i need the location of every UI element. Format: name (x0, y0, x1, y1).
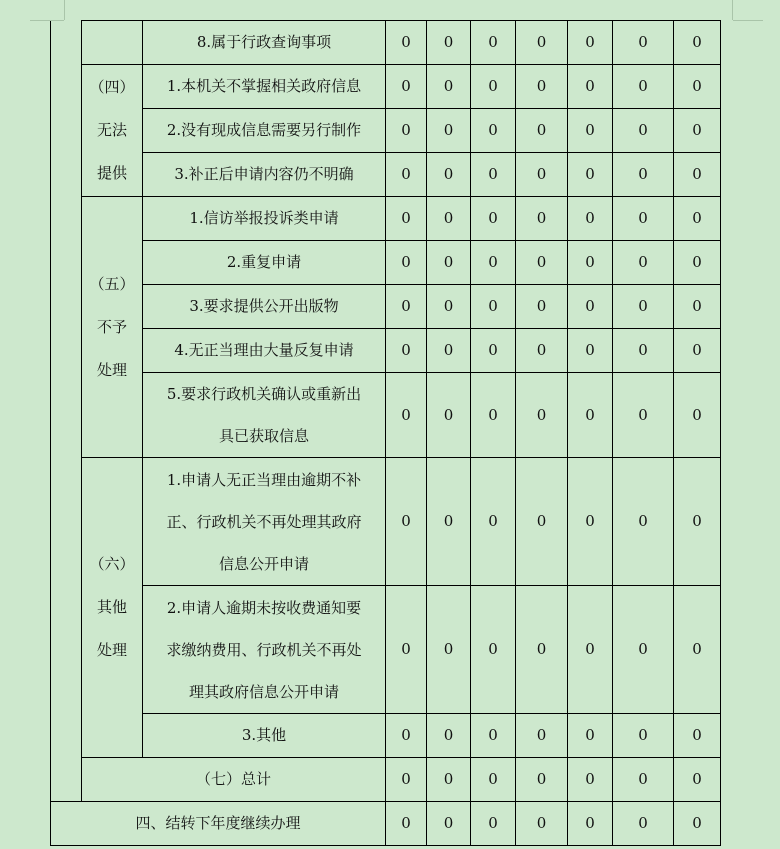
row-label-line: 3.其他 (241, 726, 287, 744)
value-cell: 0 (516, 109, 568, 153)
value-cell: 0 (568, 329, 613, 373)
value-cell: 0 (674, 241, 721, 285)
value-cell: 0 (674, 21, 721, 65)
value-cell: 0 (427, 285, 471, 329)
table-row (51, 241, 721, 285)
value-cell: 0 (516, 241, 568, 285)
statistics-table (50, 20, 721, 846)
value-cell: 0 (568, 373, 613, 458)
value-cell: 0 (386, 458, 427, 586)
group-title (82, 65, 143, 197)
blank-group-cell (82, 21, 143, 65)
row-label-line: 2.重复申请 (226, 253, 302, 271)
value-cell: 0 (674, 109, 721, 153)
row-label (143, 458, 386, 586)
row-label (143, 285, 386, 329)
blank-left-cell (51, 21, 82, 802)
value-cell: 0 (613, 285, 674, 329)
value-cell: 0 (471, 586, 516, 714)
table-row (51, 458, 721, 586)
value-cell: 0 (471, 109, 516, 153)
value-cell: 0 (386, 241, 427, 285)
value-cell: 0 (568, 586, 613, 714)
value-cell: 0 (516, 586, 568, 714)
value-cell: 0 (471, 285, 516, 329)
value-cell: 0 (386, 373, 427, 458)
value-cell: 0 (427, 758, 471, 802)
group-title (82, 197, 143, 458)
value-cell: 0 (427, 373, 471, 458)
row-label-line: 1.信访举报投诉类申请 (189, 209, 339, 227)
carry-label: 四、结转下年度继续办理 (51, 802, 386, 846)
margin-guide-right (732, 0, 733, 20)
row-label-line: 3.补正后申请内容仍不明确 (174, 165, 354, 183)
row-label-line: 4.无正当理由大量反复申请 (174, 341, 354, 359)
group-title-line: （六） (89, 555, 135, 573)
value-cell: 0 (386, 758, 427, 802)
table-row (51, 65, 721, 109)
row-label (143, 109, 386, 153)
value-cell: 0 (427, 65, 471, 109)
value-cell: 0 (568, 241, 613, 285)
table-row (51, 109, 721, 153)
value-cell: 0 (516, 802, 568, 846)
value-cell: 0 (427, 109, 471, 153)
value-cell: 0 (471, 329, 516, 373)
value-cell: 0 (427, 197, 471, 241)
value-cell: 0 (674, 373, 721, 458)
value-cell: 0 (613, 329, 674, 373)
row-label-line: 理其政府信息公开申请 (188, 682, 339, 701)
table-row (51, 197, 721, 241)
value-cell: 0 (386, 802, 427, 846)
row-label (143, 153, 386, 197)
value-cell: 0 (613, 65, 674, 109)
value-cell: 0 (516, 373, 568, 458)
value-cell: 0 (427, 802, 471, 846)
value-cell: 0 (471, 65, 516, 109)
value-cell: 0 (471, 241, 516, 285)
row-label (143, 714, 386, 758)
value-cell: 0 (516, 197, 568, 241)
row-label-line: 求缴纳费用、行政机关不再处 (166, 640, 362, 659)
row-label-line: 信息公开申请 (218, 554, 309, 573)
table-row (51, 329, 721, 373)
value-cell: 0 (427, 458, 471, 586)
row-label-line: 1.本机关不掌握相关政府信息 (166, 77, 362, 95)
value-cell: 0 (568, 285, 613, 329)
value-cell: 0 (471, 458, 516, 586)
value-cell: 0 (674, 714, 721, 758)
group-title (82, 458, 143, 758)
value-cell: 0 (386, 65, 427, 109)
table-row (51, 714, 721, 758)
value-cell: 0 (568, 714, 613, 758)
row-label (143, 329, 386, 373)
value-cell: 0 (427, 586, 471, 714)
table-row (51, 758, 721, 802)
group-title-line: （五） (89, 274, 135, 293)
value-cell: 0 (471, 153, 516, 197)
value-cell: 0 (613, 458, 674, 586)
value-cell: 0 (471, 197, 516, 241)
value-cell: 0 (674, 65, 721, 109)
value-cell: 0 (613, 802, 674, 846)
group-title-line: 其他 (96, 598, 127, 616)
value-cell: 0 (386, 285, 427, 329)
value-cell: 0 (568, 109, 613, 153)
value-cell: 0 (471, 373, 516, 458)
row-label-line: 正、行政机关不再处理其政府 (166, 512, 362, 531)
table-row (51, 21, 721, 65)
value-cell: 0 (386, 21, 427, 65)
value-cell: 0 (386, 714, 427, 758)
value-cell: 0 (568, 197, 613, 241)
value-cell: 0 (613, 241, 674, 285)
value-cell: 0 (674, 153, 721, 197)
value-cell: 0 (516, 329, 568, 373)
value-cell: 0 (516, 758, 568, 802)
row-label: 8.属于行政查询事项 (143, 21, 386, 65)
row-label-line: 2.没有现成信息需要另行制作 (166, 121, 362, 139)
row-label-line: 1.申请人无正当理由逾期不补 (166, 470, 362, 489)
value-cell: 0 (516, 458, 568, 586)
value-cell: 0 (568, 65, 613, 109)
group-title-line: 处理 (96, 641, 127, 659)
value-cell: 0 (568, 758, 613, 802)
value-cell: 0 (613, 758, 674, 802)
row-label (143, 197, 386, 241)
value-cell: 0 (471, 758, 516, 802)
table-row (51, 586, 721, 714)
value-cell: 0 (386, 329, 427, 373)
value-cell: 0 (516, 153, 568, 197)
value-cell: 0 (427, 714, 471, 758)
value-cell: 0 (427, 329, 471, 373)
margin-guide-left (64, 0, 65, 20)
value-cell: 0 (613, 586, 674, 714)
row-label-line: 5.要求行政机关确认或重新出 (166, 385, 362, 403)
value-cell: 0 (386, 586, 427, 714)
value-cell: 0 (674, 197, 721, 241)
value-cell: 0 (568, 153, 613, 197)
value-cell: 0 (516, 65, 568, 109)
value-cell: 0 (516, 21, 568, 65)
total-label: （七）总计 (82, 758, 386, 802)
row-label (143, 373, 386, 458)
value-cell: 0 (568, 458, 613, 586)
value-cell: 0 (516, 285, 568, 329)
value-cell: 0 (613, 714, 674, 758)
group-title-line: 无法 (96, 121, 127, 139)
value-cell: 0 (427, 21, 471, 65)
value-cell: 0 (471, 714, 516, 758)
row-label (143, 65, 386, 109)
value-cell: 0 (516, 714, 568, 758)
value-cell: 0 (613, 21, 674, 65)
value-cell: 0 (613, 373, 674, 458)
value-cell: 0 (674, 802, 721, 846)
value-cell: 0 (427, 153, 471, 197)
value-cell: 0 (674, 758, 721, 802)
value-cell: 0 (674, 329, 721, 373)
row-label-line: 具已获取信息 (218, 427, 309, 445)
table-row (51, 802, 721, 846)
group-title-line: 处理 (96, 360, 127, 379)
row-label-line: 3.要求提供公开出版物 (189, 297, 339, 315)
value-cell: 0 (674, 285, 721, 329)
value-cell: 0 (386, 153, 427, 197)
value-cell: 0 (674, 458, 721, 586)
group-title-line: （四） (89, 78, 135, 96)
value-cell: 0 (386, 109, 427, 153)
value-cell: 0 (613, 197, 674, 241)
value-cell: 0 (674, 586, 721, 714)
value-cell: 0 (386, 197, 427, 241)
margin-guide-top-right (733, 20, 763, 21)
value-cell: 0 (613, 109, 674, 153)
table-row (51, 285, 721, 329)
row-label (143, 586, 386, 714)
value-cell: 0 (471, 802, 516, 846)
table-row (51, 153, 721, 197)
value-cell: 0 (568, 21, 613, 65)
table-row (51, 373, 721, 458)
value-cell: 0 (471, 21, 516, 65)
row-label-line: 2.申请人逾期未按收费通知要 (166, 598, 362, 617)
group-title-line: 提供 (96, 164, 127, 182)
value-cell: 0 (427, 241, 471, 285)
value-cell: 0 (613, 153, 674, 197)
row-label (143, 241, 386, 285)
group-title-line: 不予 (96, 317, 127, 336)
value-cell: 0 (568, 802, 613, 846)
